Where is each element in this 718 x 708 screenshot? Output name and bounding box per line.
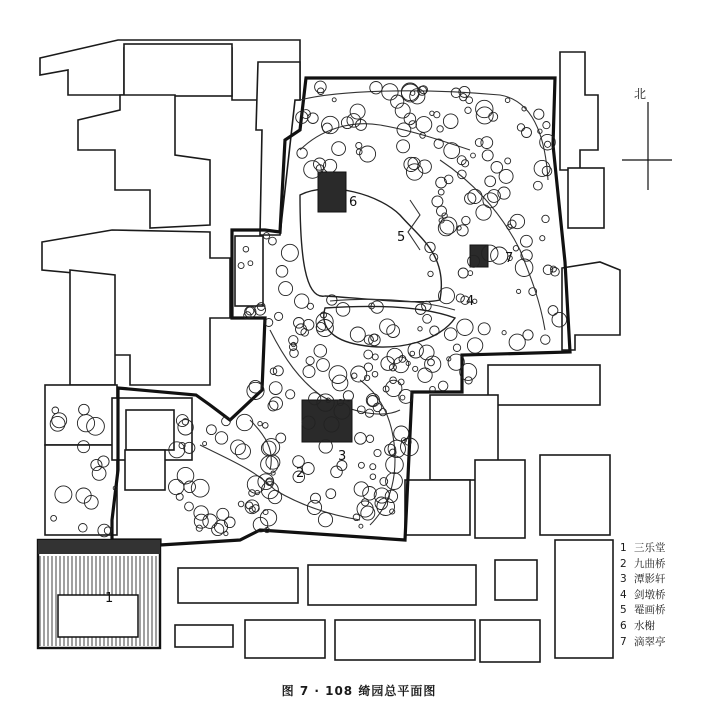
figure-caption: 图 7 · 108 绮园总平面图 <box>281 684 437 698</box>
tree-symbol <box>377 498 395 516</box>
tree-symbol <box>329 366 347 384</box>
tree-symbol <box>521 235 533 247</box>
tree-symbol <box>386 380 402 396</box>
legend-item: 3 潭影轩 <box>620 573 666 586</box>
tree-symbol <box>471 153 476 158</box>
tree-symbol <box>367 396 378 407</box>
legend-item: 4 剑墩桥 <box>620 588 666 601</box>
tree-symbol <box>372 354 378 360</box>
tree-symbol <box>476 205 491 220</box>
tree-symbol <box>397 140 410 153</box>
legend <box>620 541 715 650</box>
tree-symbol <box>217 508 229 520</box>
tree-symbol <box>215 432 227 444</box>
tree-symbol <box>364 363 372 371</box>
tree-symbol <box>357 501 373 517</box>
tree-symbol <box>513 246 518 251</box>
tree-symbol <box>425 356 441 372</box>
tree-symbol <box>505 158 511 164</box>
tree-symbol <box>394 426 409 441</box>
tree-symbol <box>534 181 543 190</box>
tree-symbol <box>462 216 470 224</box>
tree-symbol <box>443 114 458 129</box>
tree-symbol <box>361 506 375 520</box>
north-label: 北 <box>634 87 647 101</box>
legend-item: 2 九曲桥 <box>620 557 666 570</box>
tree-symbol <box>308 113 319 124</box>
tree-symbol <box>437 126 443 132</box>
tree-symbol <box>465 107 471 113</box>
water-pavilion <box>318 172 346 212</box>
tree-symbol <box>510 214 524 228</box>
legend-item: 5 罨画桥 <box>620 604 666 617</box>
tree-symbol <box>261 441 276 456</box>
tree-symbol <box>318 513 332 527</box>
tree-symbol <box>457 319 473 335</box>
tree-symbol <box>203 442 207 446</box>
tree-symbol <box>269 382 282 395</box>
tree-symbol <box>542 215 549 222</box>
tree-symbol <box>413 366 418 371</box>
tree-symbol <box>169 479 184 494</box>
tree-symbol <box>203 514 217 528</box>
tree-symbol <box>311 493 321 503</box>
tree-symbol <box>422 301 432 311</box>
tree-symbol <box>499 169 513 183</box>
tree-symbol <box>261 456 279 474</box>
tree-symbol <box>458 268 468 278</box>
tree-symbol <box>444 143 460 159</box>
tree-symbol <box>438 381 448 391</box>
tree-symbol <box>315 81 327 93</box>
tree-symbol <box>438 189 444 195</box>
tree-symbol <box>418 160 431 173</box>
tree-symbol <box>286 390 295 399</box>
tree-symbol <box>391 95 404 108</box>
tree-symbol <box>482 150 493 161</box>
tree-symbol <box>362 499 369 506</box>
tree-symbol <box>358 462 364 468</box>
tree-symbol <box>356 142 362 148</box>
tree-symbol <box>355 433 367 445</box>
legend-item: 6 水榭 <box>620 619 655 632</box>
tree-symbol <box>263 423 269 429</box>
tree-symbol <box>541 335 550 344</box>
tree-symbol <box>502 331 506 335</box>
legend-item: 7 滴翠亭 <box>620 635 666 648</box>
sanle-hall <box>38 540 160 648</box>
tree-symbol <box>270 397 283 410</box>
tree-symbol <box>374 449 381 456</box>
tree-symbol <box>303 366 315 378</box>
tree-symbol <box>214 520 227 533</box>
tree-symbol <box>185 502 194 511</box>
tree-symbol <box>317 359 330 372</box>
tree-symbol <box>295 294 309 308</box>
tree-symbol <box>357 406 365 414</box>
legend-item: 1 三乐堂 <box>620 542 666 554</box>
tree-symbol <box>317 88 324 95</box>
tree-symbol <box>332 98 336 102</box>
tree-symbol <box>410 351 415 356</box>
marker-3: 3 <box>338 449 347 464</box>
tree-symbol <box>545 141 551 147</box>
tree-symbol <box>326 489 336 499</box>
tree-symbol <box>231 440 246 455</box>
north-arrow <box>622 102 672 190</box>
tree-symbol <box>359 524 363 528</box>
tree-symbol <box>419 345 434 360</box>
tree-symbol <box>430 111 434 115</box>
tree-symbol <box>485 176 496 187</box>
tree-symbol <box>307 500 321 514</box>
tree-symbol <box>390 509 395 514</box>
tree-symbol <box>505 98 510 103</box>
tree-symbol <box>279 282 293 296</box>
tree-symbol <box>456 294 464 302</box>
tree-symbol <box>543 122 550 129</box>
tree-symbol <box>269 237 277 245</box>
tree-symbol <box>478 323 490 335</box>
tree-symbol <box>475 139 483 147</box>
tree-symbol <box>382 84 398 100</box>
tree-symbol <box>294 318 305 329</box>
tree-symbol <box>246 307 254 315</box>
tree-symbol <box>467 338 482 353</box>
tree-symbol <box>416 117 432 133</box>
tree-symbol <box>509 334 525 350</box>
tree-symbol <box>517 124 524 131</box>
tree-symbol <box>534 160 550 176</box>
tree-symbol <box>364 350 373 359</box>
tree-symbol <box>307 303 313 309</box>
tree-symbol <box>453 344 460 351</box>
tree-symbol <box>437 206 447 216</box>
tree-symbol <box>444 328 457 341</box>
tree-symbol <box>440 217 457 234</box>
tanying-hall <box>302 400 352 442</box>
tree-symbol <box>372 371 378 377</box>
tree-symbol <box>350 104 365 119</box>
tree-symbol <box>343 391 353 401</box>
tree-symbol <box>258 421 262 425</box>
tree-symbol <box>466 97 473 104</box>
marker-2: 2 <box>296 466 305 481</box>
tree-symbol <box>418 368 432 382</box>
tree-symbol <box>408 343 423 358</box>
tree-symbol <box>360 146 376 162</box>
tree-symbol <box>434 112 440 118</box>
tree-symbol <box>522 128 532 138</box>
tree-symbol <box>540 236 545 241</box>
tree-symbol <box>207 425 217 435</box>
tree-symbol <box>236 414 252 430</box>
tree-symbol <box>191 479 209 497</box>
tree-symbol <box>275 312 283 320</box>
tree-symbol <box>316 165 323 172</box>
marker-6: 6 <box>349 195 358 210</box>
tree-symbol <box>332 142 346 156</box>
tree-symbol <box>370 464 376 470</box>
tree-symbol <box>331 466 343 478</box>
tree-symbol <box>276 266 288 278</box>
tree-symbol <box>370 82 382 94</box>
marker-1: 1 <box>105 591 114 606</box>
tree-symbol <box>238 501 244 507</box>
tree-symbol <box>434 139 443 148</box>
tree-symbol <box>548 306 558 316</box>
tree-symbol <box>366 435 373 442</box>
marker-4: 4 <box>466 294 475 309</box>
tree-symbol <box>370 474 376 480</box>
tree-symbol <box>465 193 476 204</box>
tree-symbol <box>281 244 298 261</box>
tree-symbol <box>314 345 327 358</box>
tree-symbol <box>235 444 250 459</box>
tree-symbol <box>177 467 194 484</box>
tree-symbol <box>194 506 208 520</box>
marker-5: 5 <box>397 230 406 245</box>
marker-7: 7 <box>505 251 514 266</box>
tree-symbol <box>432 196 443 207</box>
tree-symbol <box>534 109 544 119</box>
tree-symbol <box>352 373 357 378</box>
tree-symbol <box>289 336 298 345</box>
tree-symbol <box>400 395 405 400</box>
tree-symbol <box>304 161 322 179</box>
tree-symbol <box>354 482 368 496</box>
tree-symbol <box>517 289 521 293</box>
tree-symbol <box>212 523 224 535</box>
tree-symbol <box>306 357 314 365</box>
tree-symbol <box>322 116 339 133</box>
tree-symbol <box>297 148 307 158</box>
